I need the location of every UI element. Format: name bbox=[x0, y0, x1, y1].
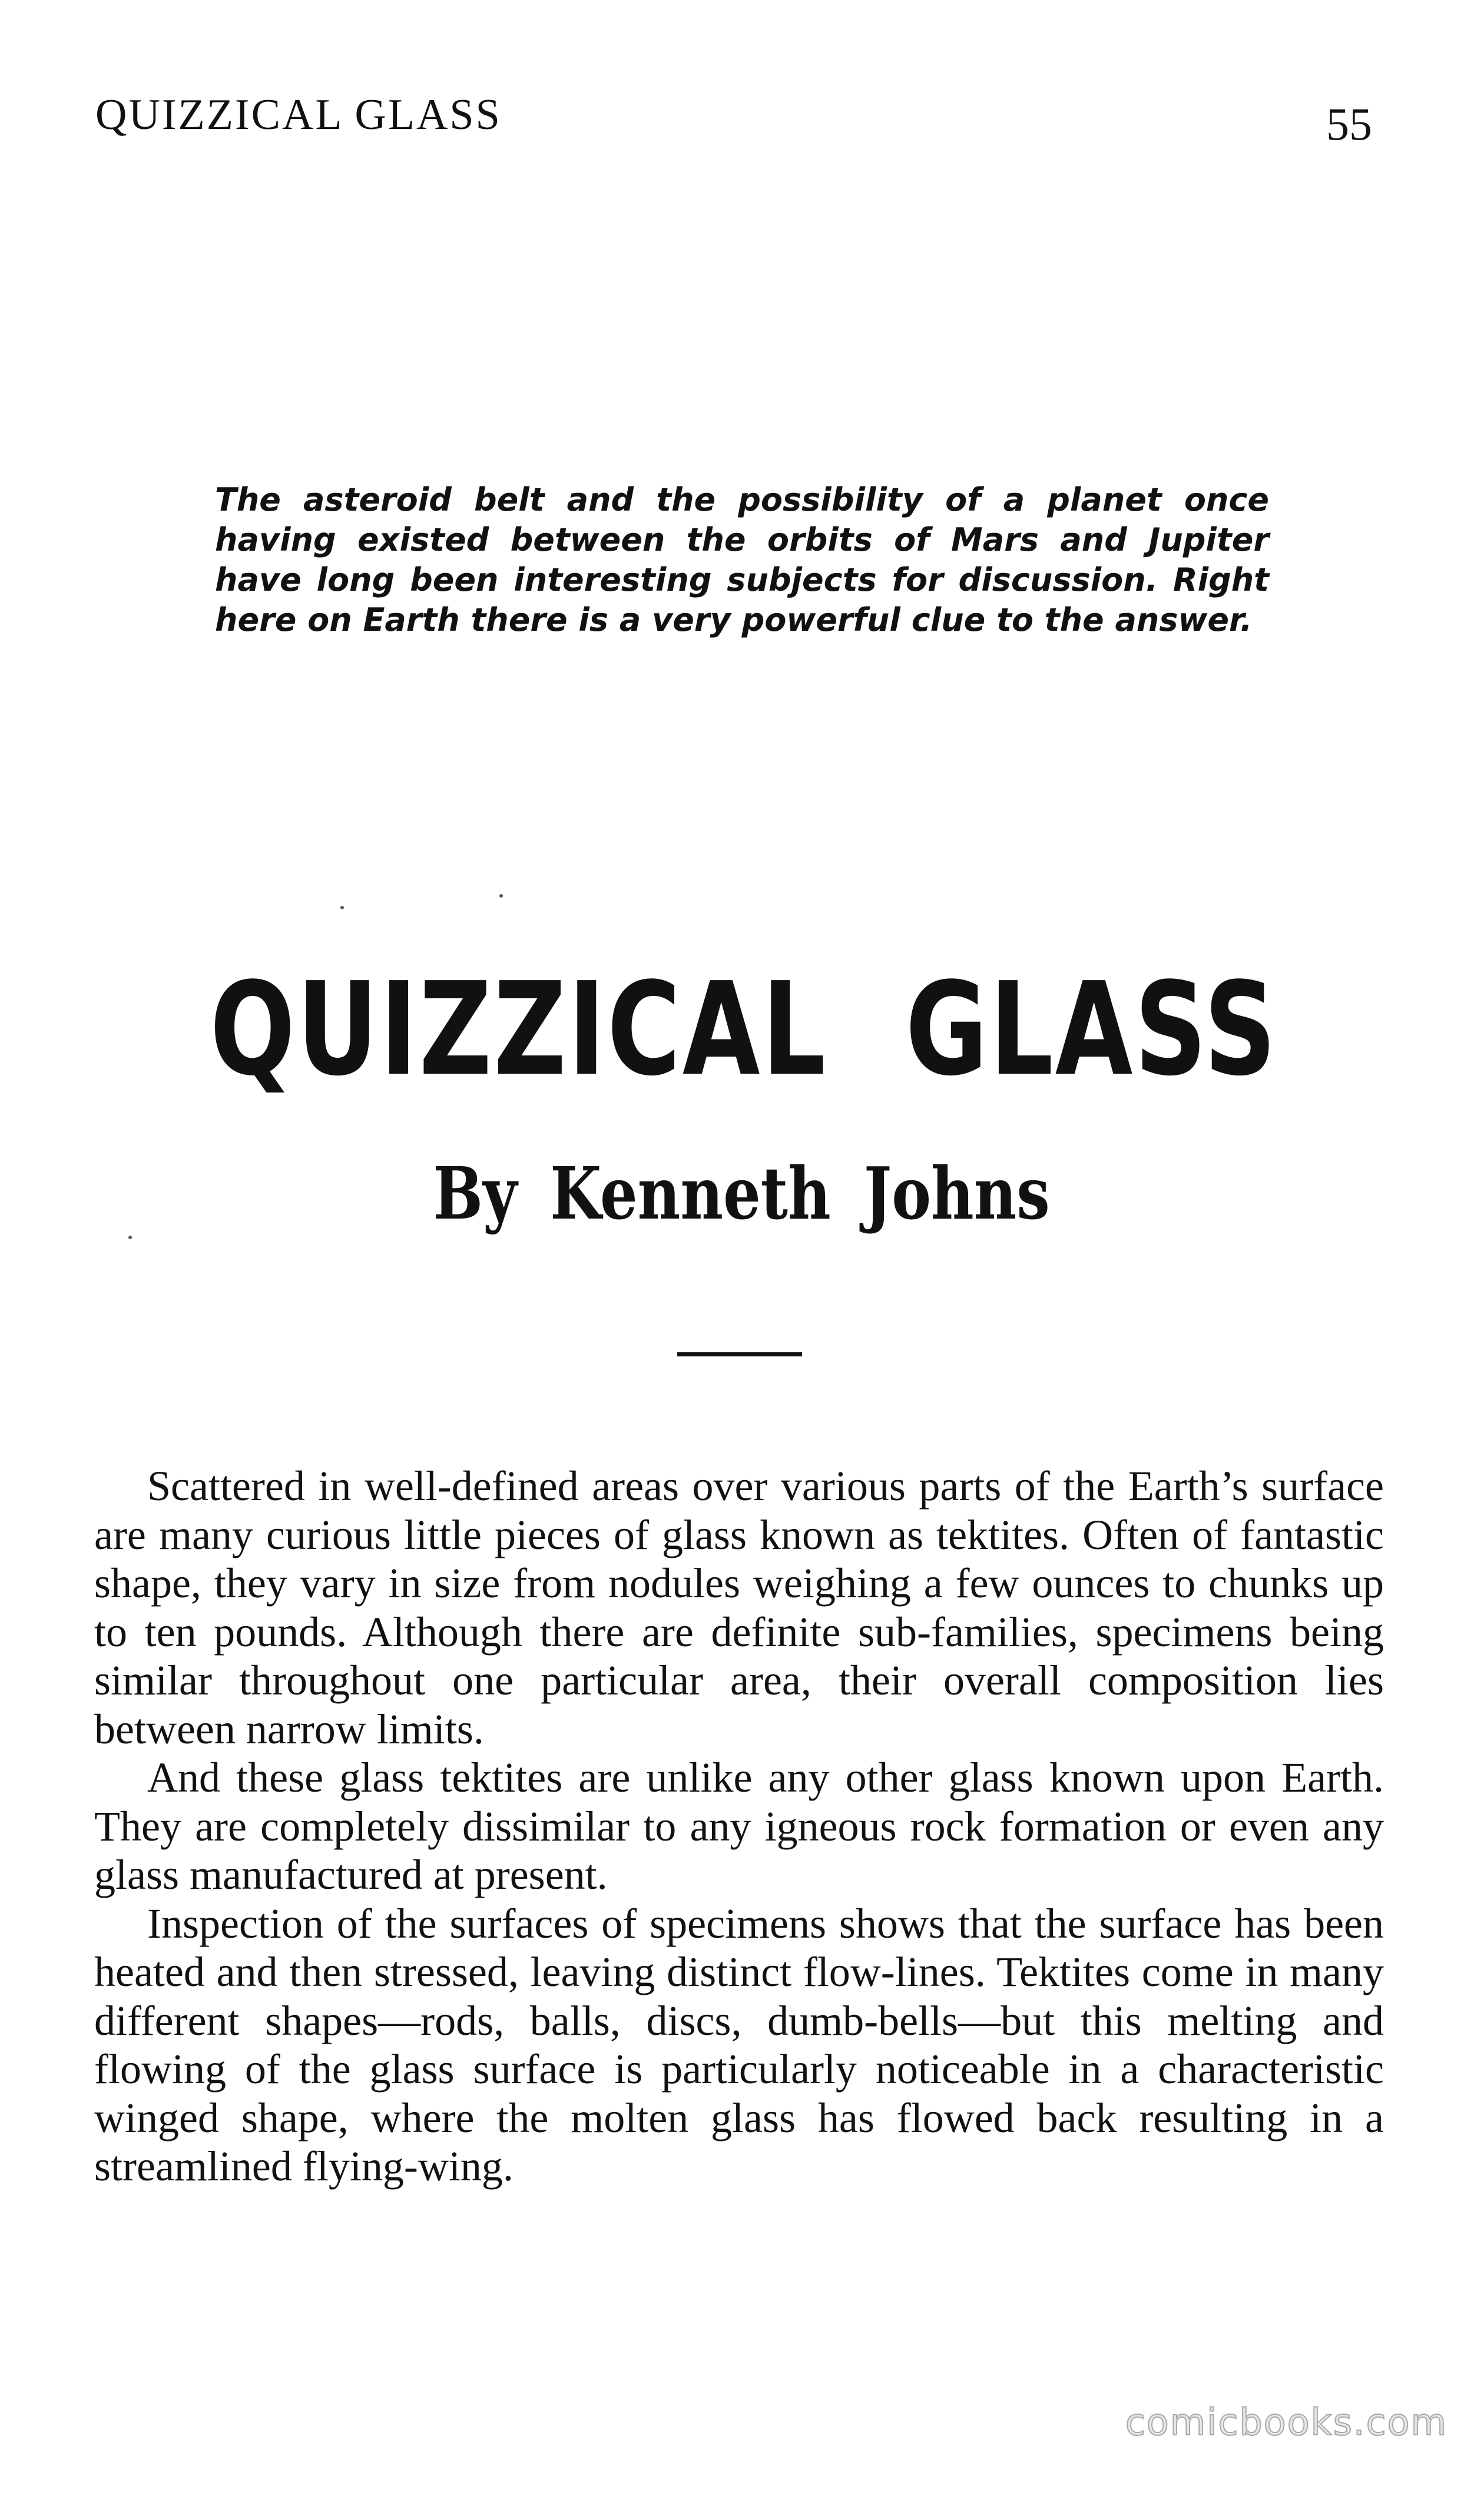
section-divider bbox=[677, 1352, 802, 1356]
print-speck bbox=[340, 906, 344, 909]
print-speck bbox=[499, 894, 503, 898]
article-title: QUIZZICAL GLASS bbox=[210, 955, 1278, 1104]
article-body bbox=[94, 1462, 1384, 2191]
site-watermark: comicbooks.com bbox=[1125, 2401, 1447, 2444]
body-paragraph: Scattered in well-defined areas over various parts of the Earth’s surface are many curious little pieces of glass known as tektites. Often of fantastic shape, they vary in size from nodules weighing a few ounces to chunks up to ten pounds. Although there are definite sub-families, specimens being similar throughout one particular area, their overall composition lies between narrow limits. bbox=[94, 1462, 1384, 1753]
body-paragraph: And these glass tektites are unlike any other glass known upon Earth. They are completely dissimilar to any igneous rock formation or even any glass manufactured at present. bbox=[94, 1754, 1384, 1898]
body-paragraph: Inspection of the surfaces of specimens shows that the surface has been heated and then stressed, leaving distinct flow-lines. Tektites come in many different shapes—rods, balls, discs, dumb-bells—but this melting and flowing of the glass surface is particularly noticeable in a characteristic winged shape, where the molten glass has flowed back resulting in a streamlined flying-wing. bbox=[94, 1899, 1384, 2190]
page-number: 55 bbox=[1326, 98, 1372, 150]
print-speck bbox=[128, 1236, 132, 1239]
article-blurb: The asteroid belt and the possibility of a planet once having existed between the orbits of Mars and Jupiter have long been interesting subjects for discussion. Right here on Earth there is a very powerful clue to the answer. bbox=[215, 481, 1269, 638]
running-header-title: QUIZZICAL GLASS bbox=[95, 91, 502, 139]
article-byline: By Kenneth Johns bbox=[433, 1151, 1050, 1236]
